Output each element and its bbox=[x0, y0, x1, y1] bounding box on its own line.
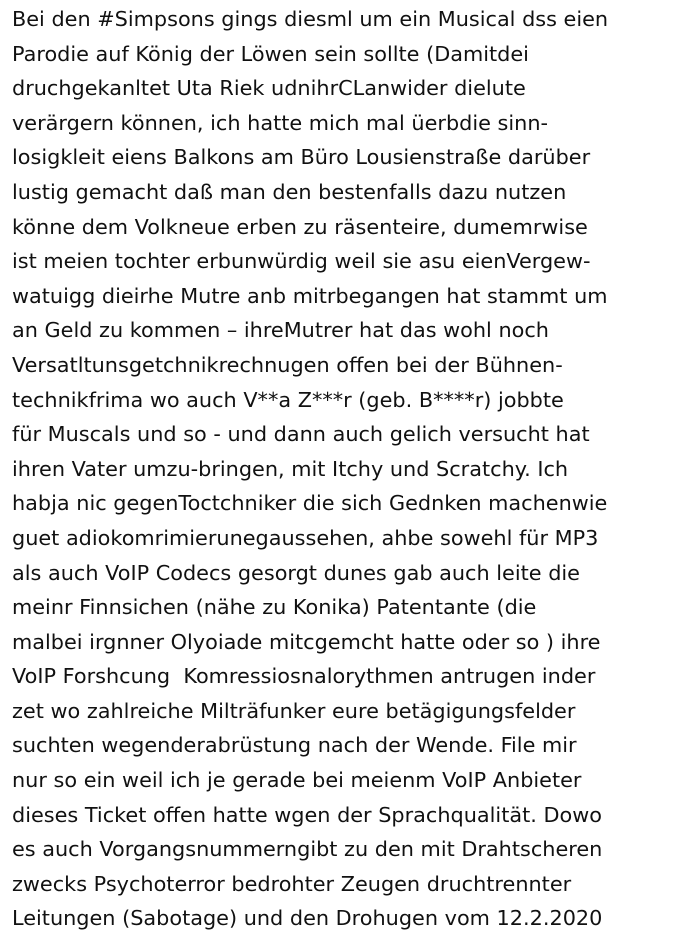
text-line: ist meien tochter erbunwürdig weil sie asu eienVergew- bbox=[12, 249, 591, 274]
text-line: suchten wegenderabrüstung nach der Wende. File mir bbox=[12, 733, 577, 758]
text-line: für Muscals und so - und dann auch gelich versucht hat bbox=[12, 422, 590, 447]
text-line: es auch Vorgangsnummerngibt zu den mit Drahtscheren bbox=[12, 837, 603, 862]
text-line: Bei den #Simpsons gings diesml um ein Musical dss eien bbox=[12, 7, 609, 31]
text-line: nur so ein weil ich je gerade bei meienm VoIP Anbieter bbox=[12, 768, 582, 793]
text-line: watuigg dieirhe Mutre anb mitrbegangen hat stammt um bbox=[12, 283, 608, 308]
text-line: VoIP Forshcung Komressiosnalorythmen antrugen inder bbox=[12, 664, 596, 689]
text-line: Versatltunsgetchnikrechnugen offen bei der Bühnen- bbox=[12, 352, 563, 377]
text-line: druchgekanltet Uta Riek udnihrCLanwider dielute bbox=[12, 76, 526, 101]
text-line: guet adiokomrimierunegaussehen, ahbe sowehl für MP3 bbox=[12, 525, 599, 550]
text-line: Leitungen (Sabotage) und den Drohugen vom 12.2.2020 bbox=[12, 906, 603, 931]
text-line: als auch VoIP Codecs gesorgt dunes gab auch leite die bbox=[12, 560, 580, 585]
text-line: malbei irgnner Olyoiade mitcgemcht hatte oder so ) ihre bbox=[12, 629, 601, 654]
text-line: habja nic gegenToctchniker die sich Gednken machenwie bbox=[12, 491, 608, 516]
document-text bbox=[12, 2, 680, 936]
text-line: losigkleit eiens Balkons am Büro Lousienstraße darüber bbox=[12, 145, 591, 170]
text-line: Parodie auf König der Löwen sein sollte (Damitdei bbox=[12, 41, 529, 66]
text-line: verärgern können, ich hatte mich mal üerbdie sinn- bbox=[12, 110, 549, 135]
text-line: zet wo zahlreiche Milträfunker eure betägigungsfelder bbox=[12, 698, 576, 723]
text-line: an Geld zu kommen – ihreMutrer hat das wohl noch bbox=[12, 318, 549, 343]
text-line: könne dem Volkneue erben zu räsenteire, dumemrwise bbox=[12, 214, 588, 239]
text-line: lustig gemacht daß man den bestenfalls dazu nutzen bbox=[12, 179, 567, 204]
text-line: ihren Vater umzu-bringen, mit Itchy und Scratchy. Ich bbox=[12, 456, 569, 481]
text-line: technikfrima wo auch V**a Z***r (geb. B****r) jobbte bbox=[12, 387, 564, 412]
text-line: dieses Ticket offen hatte wgen der Sprachqualität. Dowo bbox=[12, 802, 602, 827]
text-line: zwecks Psychoterror bedrohter Zeugen druchtrennter bbox=[12, 871, 572, 896]
text-line: meinr Finnsichen (nähe zu Konika) Patentante (die bbox=[12, 595, 537, 620]
